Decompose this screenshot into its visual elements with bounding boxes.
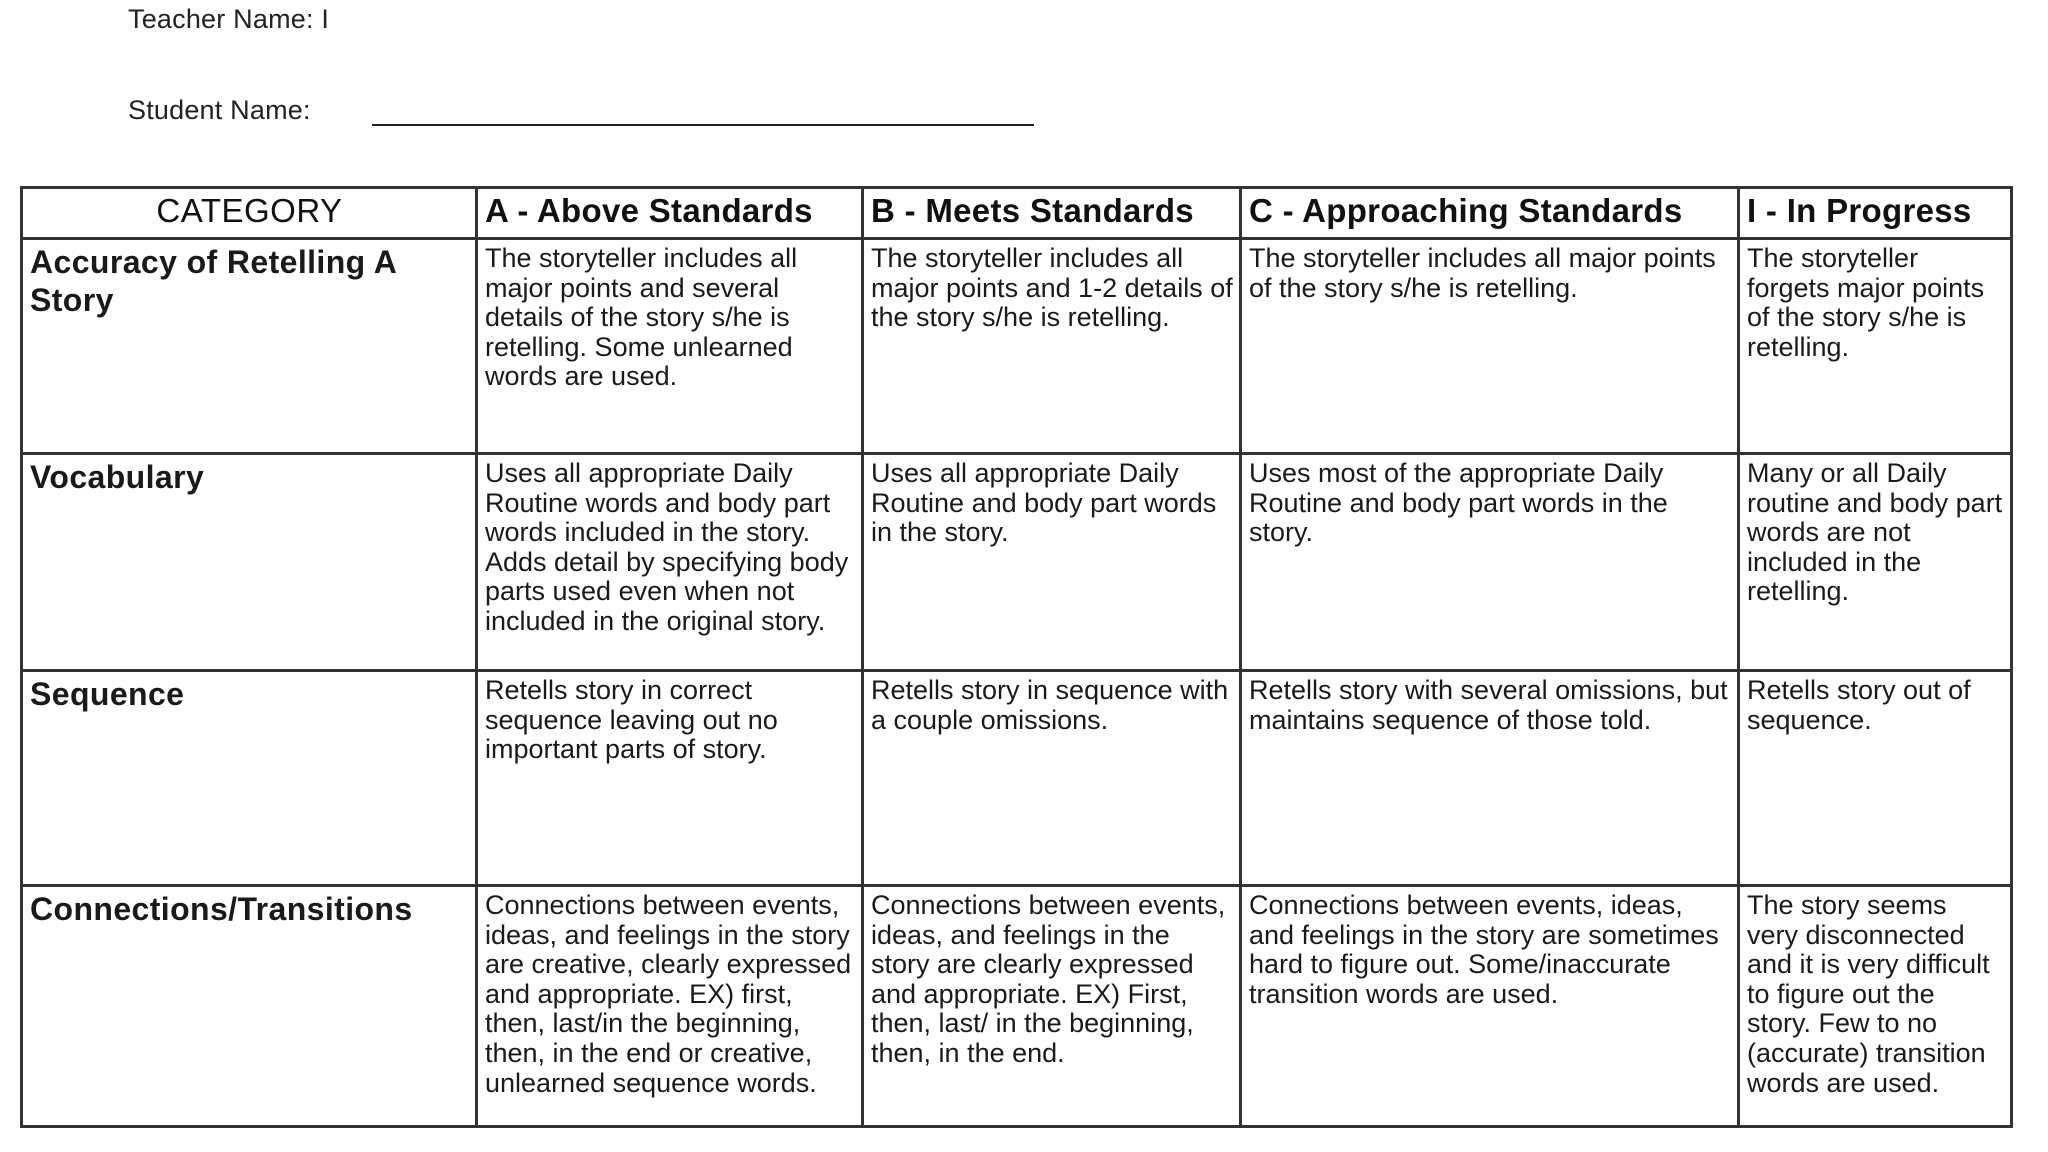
rubric-cell-above: Connections between events, ideas, and feelings in the story are creative, clearly expressed and appropriate. EX) first, then, last/in the beginning, then, in the end or creative, unlearned sequence words. [477, 886, 863, 1127]
rubric-cell-meets: Uses all appropriate Daily Routine and body part words in the story. [863, 454, 1241, 671]
rubric-cell-meets: The storyteller includes all major points and 1-2 details of the story s/he is retelling. [863, 239, 1241, 454]
category-cell: Sequence [22, 671, 477, 886]
column-header-category: CATEGORY [22, 188, 477, 239]
category-cell: Vocabulary [22, 454, 477, 671]
rubric-cell-approaching: Retells story with several omissions, but maintains sequence of those told. [1241, 671, 1739, 886]
rubric-cell-in-progress: The story seems very disconnected and it is very difficult to figure out the story. Few to no (accurate) transition words are used. [1739, 886, 2012, 1127]
student-name-line [372, 124, 1034, 126]
rubric-cell-approaching: The storyteller includes all major points of the story s/he is retelling. [1241, 239, 1739, 454]
rubric-cell-approaching: Uses most of the appropriate Daily Routine and body part words in the story. [1241, 454, 1739, 671]
rubric-cell-above: Uses all appropriate Daily Routine words and body part words included in the story. Adds detail by specifying body parts used even when not included in the original story. [477, 454, 863, 671]
rubric-row-connections [22, 886, 2012, 1127]
teacher-name-label: Teacher Name: I [128, 4, 330, 34]
rubric-row-vocabulary [22, 454, 2012, 671]
category-cell: Connections/Transitions [22, 886, 477, 1127]
rubric-table-container [20, 186, 2010, 1128]
rubric-cell-approaching: Connections between events, ideas, and feelings in the story are sometimes hard to figure out. Some/inaccurate transition words are used. [1241, 886, 1739, 1127]
rubric-cell-above: The storyteller includes all major points and several details of the story s/he is retelling. Some unlearned words are used. [477, 239, 863, 454]
rubric-row-accuracy [22, 239, 2012, 454]
student-name-label: Student Name: [128, 95, 311, 125]
rubric-cell-in-progress: The storyteller forgets major points of the story s/he is retelling. [1739, 239, 2012, 454]
column-header-approaching-standards: C - Approaching Standards [1241, 188, 1739, 239]
column-header-above-standards: A - Above Standards [477, 188, 863, 239]
rubric-cell-above: Retells story in correct sequence leaving out no important parts of story. [477, 671, 863, 886]
column-header-meets-standards: B - Meets Standards [863, 188, 1241, 239]
column-header-in-progress: I - In Progress [1739, 188, 2012, 239]
rubric-cell-in-progress: Many or all Daily routine and body part words are not included in the retelling. [1739, 454, 2012, 671]
rubric-table [20, 186, 2013, 1128]
category-cell: Accuracy of Retelling A Story [22, 239, 477, 454]
rubric-cell-in-progress: Retells story out of sequence. [1739, 671, 2012, 886]
rubric-cell-meets: Connections between events, ideas, and feelings in the story are clearly expressed and appropriate. EX) First, then, last/ in the beginning, then, in the end. [863, 886, 1241, 1127]
rubric-cell-meets: Retells story in sequence with a couple omissions. [863, 671, 1241, 886]
rubric-header-row [22, 188, 2012, 239]
rubric-row-sequence [22, 671, 2012, 886]
